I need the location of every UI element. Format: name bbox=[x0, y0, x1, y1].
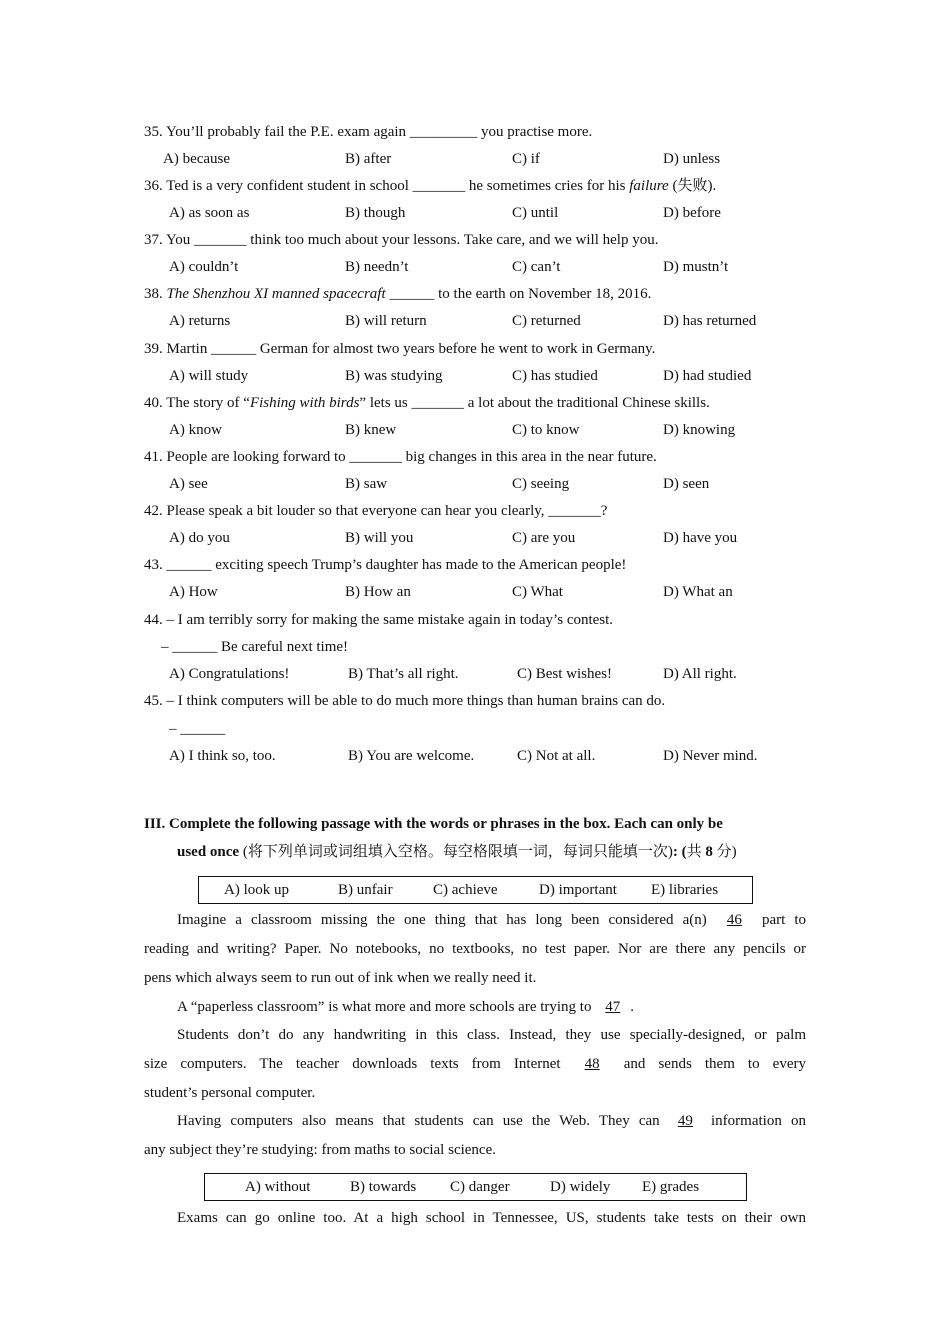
option-a[interactable]: A) returns bbox=[169, 313, 231, 329]
option-c[interactable]: C) until bbox=[512, 205, 559, 221]
option-b[interactable]: B) after bbox=[345, 151, 392, 167]
title-chinese: 分) bbox=[712, 844, 737, 860]
word-option: D) widely bbox=[550, 1179, 611, 1195]
options-row bbox=[169, 474, 809, 494]
question-stem bbox=[144, 176, 716, 196]
options-row bbox=[169, 582, 809, 602]
option-d[interactable]: D) had studied bbox=[663, 368, 752, 384]
passage-text: part to bbox=[761, 912, 807, 928]
option-c[interactable]: C) Best wishes! bbox=[517, 666, 612, 682]
stem-text: 38. bbox=[144, 286, 167, 302]
option-c[interactable]: C) can’t bbox=[512, 259, 561, 275]
options-row bbox=[169, 528, 809, 548]
question-stem: 41. People are looking forward to _______ big changes in this area in the near future. bbox=[144, 449, 657, 465]
dialogue-reply: – ______ Be careful next time! bbox=[161, 639, 349, 655]
options-row bbox=[169, 420, 809, 440]
blank-46[interactable]: 46 bbox=[726, 912, 742, 928]
blank-48[interactable]: 48 bbox=[584, 1056, 600, 1072]
question-stem: 39. Martin ______ German for almost two years before he went to work in Germany. bbox=[144, 341, 656, 357]
section-title-line2 bbox=[177, 842, 737, 862]
stem-italic: failure bbox=[629, 178, 669, 194]
question-stem: 44. – I am terribly sorry for making the same mistake again in today’s contest. bbox=[144, 612, 614, 628]
option-b[interactable]: B) How an bbox=[345, 584, 411, 600]
option-a[interactable]: A) because bbox=[163, 151, 231, 167]
word-option: D) important bbox=[539, 882, 617, 898]
option-b[interactable]: B) knew bbox=[345, 422, 397, 438]
option-d[interactable]: D) What an bbox=[663, 584, 733, 600]
word-option: B) unfair bbox=[338, 882, 393, 898]
stem-text: 36. Ted is a very confident student in school _______ he sometimes cries for his bbox=[144, 178, 630, 194]
stem-italic: Fishing with birds bbox=[249, 395, 360, 411]
option-c[interactable]: C) if bbox=[512, 151, 540, 167]
option-a[interactable]: A) see bbox=[169, 476, 208, 492]
option-c[interactable]: C) returned bbox=[512, 313, 581, 329]
word-option: E) grades bbox=[642, 1179, 700, 1195]
title-bold: used once bbox=[177, 844, 240, 860]
option-d[interactable]: D) has returned bbox=[663, 313, 757, 329]
passage-text: size computers. The teacher downloads texts from Internet bbox=[144, 1056, 561, 1072]
option-b[interactable]: B) though bbox=[345, 205, 406, 221]
title-chinese: (将下列单词或词组填入空格。每空格限填一词，每词只能填一次) bbox=[239, 844, 673, 860]
option-d[interactable]: D) knowing bbox=[663, 422, 736, 438]
option-a[interactable]: A) will study bbox=[169, 368, 249, 384]
question-stem: 45. – I think computers will be able to do much more things than human brains can do. bbox=[144, 693, 666, 709]
question-stem: 37. You _______ think too much about your lessons. Take care, and we will help you. bbox=[144, 232, 659, 248]
passage-line: Exams can go online too. At a high school in Tennessee, US, students take tests on their own bbox=[177, 1210, 806, 1226]
passage-text: Imagine a classroom missing the one thing that has long been considered a(n) bbox=[177, 912, 707, 928]
option-a[interactable]: A) How bbox=[169, 584, 218, 600]
option-d[interactable]: D) have you bbox=[663, 530, 738, 546]
option-b[interactable]: B) needn’t bbox=[345, 259, 409, 275]
option-d[interactable]: D) Never mind. bbox=[663, 748, 758, 764]
option-a[interactable]: A) couldn’t bbox=[169, 259, 239, 275]
options-row bbox=[169, 203, 809, 223]
score-number: 8 bbox=[705, 844, 713, 860]
title-colon: : ( bbox=[672, 844, 687, 860]
option-c[interactable]: C) to know bbox=[512, 422, 580, 438]
passage-line bbox=[177, 1111, 806, 1131]
stem-text: 40. The story of “ bbox=[144, 395, 250, 411]
question-stem: 43. ______ exciting speech Trump’s daughter has made to the American people! bbox=[144, 557, 627, 573]
option-d[interactable]: D) All right. bbox=[663, 666, 737, 682]
options-row bbox=[169, 746, 809, 766]
option-d[interactable]: D) unless bbox=[663, 151, 721, 167]
dialogue-reply: – ______ bbox=[169, 721, 226, 737]
option-c[interactable]: C) seeing bbox=[512, 476, 570, 492]
options-row bbox=[169, 366, 809, 386]
passage-text: . bbox=[630, 999, 634, 1015]
word-box-2 bbox=[204, 1173, 747, 1201]
option-b[interactable]: B) You are welcome. bbox=[348, 748, 475, 764]
option-d[interactable]: D) mustn’t bbox=[663, 259, 729, 275]
word-option: C) danger bbox=[450, 1179, 510, 1195]
passage-text: Having computers also means that students can use the Web. They can bbox=[177, 1113, 660, 1129]
title-chinese: 共 bbox=[686, 844, 706, 860]
stem-italic: The Shenzhou XI manned spacecraft bbox=[166, 286, 386, 302]
word-option: A) look up bbox=[224, 882, 289, 898]
passage-line: reading and writing? Paper. No notebooks, no textbooks, no test paper. Nor are there any pencils or bbox=[144, 941, 806, 957]
option-c[interactable]: C) has studied bbox=[512, 368, 598, 384]
option-b[interactable]: B) saw bbox=[345, 476, 388, 492]
passage-text: A “paperless classroom” is what more and more schools are trying to bbox=[177, 999, 592, 1015]
option-b[interactable]: B) was studying bbox=[345, 368, 443, 384]
option-b[interactable]: B) will return bbox=[345, 313, 427, 329]
options-row bbox=[163, 149, 803, 169]
stem-text: ______ to the earth on November 18, 2016. bbox=[385, 286, 652, 302]
options-row bbox=[169, 664, 809, 684]
options-row bbox=[169, 311, 809, 331]
passage-text: and sends them to every bbox=[623, 1056, 806, 1072]
word-option: B) towards bbox=[350, 1179, 417, 1195]
stem-text: ” lets us _______ a lot about the traditional Chinese skills. bbox=[359, 395, 710, 411]
option-c[interactable]: C) What bbox=[512, 584, 563, 600]
passage-line: student’s personal computer. bbox=[144, 1085, 316, 1101]
word-box-1 bbox=[198, 876, 753, 904]
option-a[interactable]: A) I think so, too. bbox=[169, 748, 276, 764]
section-title: III. Complete the following passage with the words or phrases in the box. Each can only be bbox=[144, 816, 723, 832]
option-c[interactable]: C) Not at all. bbox=[517, 748, 596, 764]
passage-line bbox=[144, 1054, 806, 1074]
passage-line bbox=[177, 997, 839, 1017]
option-b[interactable]: B) will you bbox=[345, 530, 414, 546]
question-stem bbox=[144, 284, 651, 304]
option-b[interactable]: B) That’s all right. bbox=[348, 666, 459, 682]
option-d[interactable]: D) seen bbox=[663, 476, 710, 492]
question-stem bbox=[144, 393, 710, 413]
passage-line: pens which always seem to run out of ink when we really need it. bbox=[144, 970, 537, 986]
option-a[interactable]: A) as soon as bbox=[169, 205, 250, 221]
passage-line: Students don’t do any handwriting in this class. Instead, they use specially-designed, or palm bbox=[177, 1027, 806, 1043]
word-option: A) without bbox=[245, 1179, 311, 1195]
question-stem: 35. You’ll probably fail the P.E. exam again _________ you practise more. bbox=[144, 124, 593, 140]
passage-line: any subject they’re studying: from maths to social science. bbox=[144, 1142, 496, 1158]
option-a[interactable]: A) Congratulations! bbox=[169, 666, 290, 682]
question-stem: 42. Please speak a bit louder so that everyone can hear you clearly, _______? bbox=[144, 503, 608, 519]
passage-line bbox=[177, 910, 806, 930]
passage-text: information on bbox=[711, 1113, 806, 1129]
stem-text: (失败). bbox=[668, 178, 717, 194]
blank-49[interactable]: 49 bbox=[677, 1113, 693, 1129]
blank-47[interactable]: 47 bbox=[605, 999, 621, 1015]
option-c[interactable]: C) are you bbox=[512, 530, 576, 546]
word-option: C) achieve bbox=[433, 882, 498, 898]
word-option: E) libraries bbox=[651, 882, 719, 898]
option-d[interactable]: D) before bbox=[663, 205, 721, 221]
option-a[interactable]: A) know bbox=[169, 422, 222, 438]
options-row bbox=[169, 257, 809, 277]
option-a[interactable]: A) do you bbox=[169, 530, 230, 546]
